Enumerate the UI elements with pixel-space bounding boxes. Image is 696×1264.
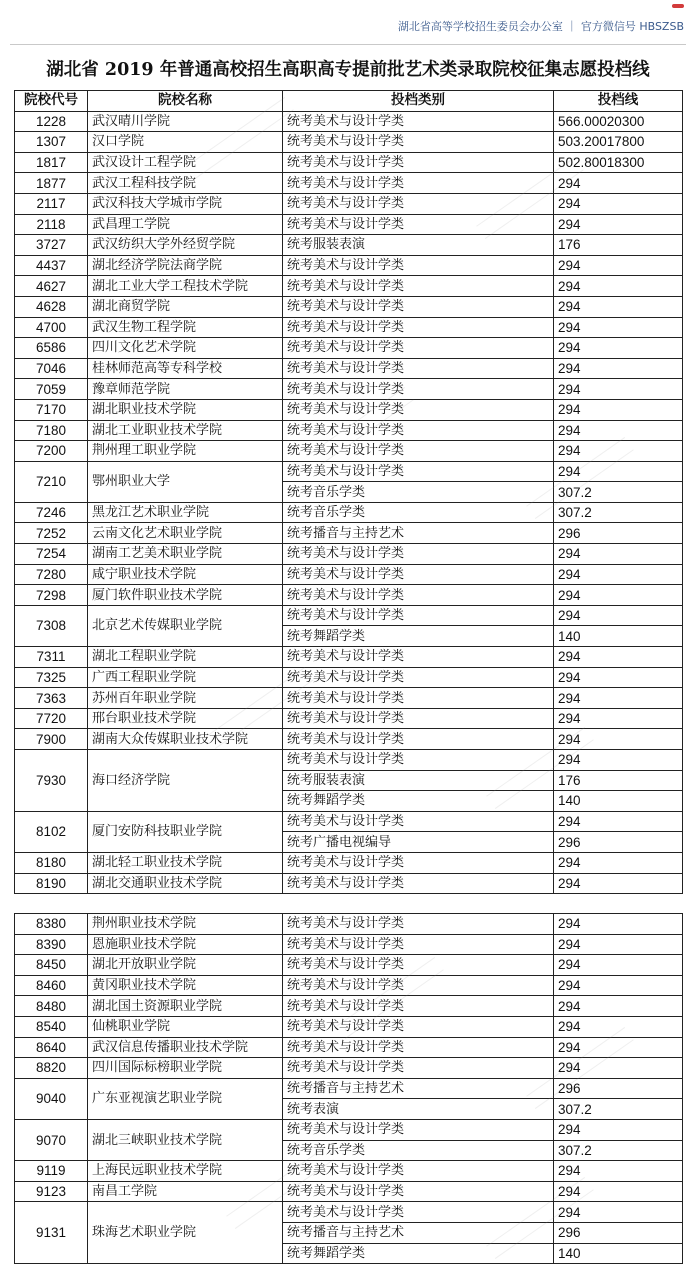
score-cell: 502.80018300 xyxy=(554,152,683,173)
admission-table-part-2 xyxy=(14,913,683,1264)
header-separator: ｜ xyxy=(566,20,578,33)
category-cell: 统考美术与设计学类 xyxy=(283,564,554,585)
school-name-cell: 武汉科技大学城市学院 xyxy=(88,193,283,214)
header-divider xyxy=(10,44,686,45)
table-row xyxy=(15,1119,683,1140)
category-cell: 统考播音与主持艺术 xyxy=(283,523,554,544)
score-cell: 296 xyxy=(554,832,683,853)
category-cell: 统考美术与设计学类 xyxy=(283,667,554,688)
category-cell: 统考美术与设计学类 xyxy=(283,132,554,153)
school-code-cell: 9123 xyxy=(15,1181,88,1202)
school-name-cell: 恩施职业技术学院 xyxy=(88,934,283,955)
school-code-cell: 4700 xyxy=(15,317,88,338)
school-code-cell: 8640 xyxy=(15,1037,88,1058)
category-cell: 统考美术与设计学类 xyxy=(283,358,554,379)
category-cell: 统考美术与设计学类 xyxy=(283,544,554,565)
score-cell: 294 xyxy=(554,544,683,565)
score-cell: 294 xyxy=(554,975,683,996)
school-code-cell: 6586 xyxy=(15,338,88,359)
school-name-cell: 湖北工业职业技术学院 xyxy=(88,420,283,441)
school-name-cell: 北京艺术传媒职业学院 xyxy=(88,605,283,646)
score-cell: 294 xyxy=(554,585,683,606)
school-name-cell: 武汉纺织大学外经贸学院 xyxy=(88,235,283,256)
table-row xyxy=(15,729,683,750)
score-cell: 176 xyxy=(554,235,683,256)
school-code-cell: 7059 xyxy=(15,379,88,400)
school-name-cell: 厦门软件职业技术学院 xyxy=(88,585,283,606)
school-code-cell: 9119 xyxy=(15,1161,88,1182)
table-row xyxy=(15,1078,683,1099)
school-name-cell: 武昌理工学院 xyxy=(88,214,283,235)
school-name-cell: 厦门安防科技职业学院 xyxy=(88,811,283,852)
school-name-cell: 湖北三峡职业技术学院 xyxy=(88,1119,283,1160)
column-header-name: 院校名称 xyxy=(88,91,283,112)
category-cell: 统考美术与设计学类 xyxy=(283,1161,554,1182)
school-name-cell: 武汉设计工程学院 xyxy=(88,152,283,173)
category-cell: 统考美术与设计学类 xyxy=(283,750,554,771)
school-code-cell: 3727 xyxy=(15,235,88,256)
school-name-cell: 荆州职业技术学院 xyxy=(88,914,283,935)
category-cell: 统考美术与设计学类 xyxy=(283,996,554,1017)
page-title: 湖北省 2019 年普通高校招生高职高专提前批艺术类录取院校征集志愿投档线 xyxy=(46,60,650,80)
score-cell: 294 xyxy=(554,996,683,1017)
school-code-cell: 7252 xyxy=(15,523,88,544)
admission-table-part-1 xyxy=(14,90,683,894)
school-code-cell: 1307 xyxy=(15,132,88,153)
table-row xyxy=(15,688,683,709)
table-body xyxy=(15,914,683,1264)
column-header-score: 投档线 xyxy=(554,91,683,112)
school-code-cell: 8102 xyxy=(15,811,88,852)
score-cell: 294 xyxy=(554,214,683,235)
school-code-cell: 7363 xyxy=(15,688,88,709)
category-cell: 统考美术与设计学类 xyxy=(283,1119,554,1140)
score-cell: 294 xyxy=(554,873,683,894)
school-code-cell: 9040 xyxy=(15,1078,88,1119)
school-name-cell: 武汉晴川学院 xyxy=(88,111,283,132)
score-cell: 294 xyxy=(554,441,683,462)
category-cell: 统考美术与设计学类 xyxy=(283,461,554,482)
table-row xyxy=(15,1037,683,1058)
school-code-cell: 7246 xyxy=(15,502,88,523)
table-row xyxy=(15,338,683,359)
category-cell: 统考舞蹈学类 xyxy=(283,626,554,647)
score-cell: 307.2 xyxy=(554,1099,683,1120)
school-name-cell: 黄冈职业技术学院 xyxy=(88,975,283,996)
score-cell: 294 xyxy=(554,296,683,317)
score-cell: 294 xyxy=(554,955,683,976)
school-name-cell: 广西工程职业学院 xyxy=(88,667,283,688)
table-row xyxy=(15,708,683,729)
table-row xyxy=(15,461,683,482)
score-cell: 140 xyxy=(554,791,683,812)
school-code-cell: 7046 xyxy=(15,358,88,379)
school-name-cell: 四川文化艺术学院 xyxy=(88,338,283,359)
category-cell: 统考美术与设计学类 xyxy=(283,399,554,420)
category-cell: 统考美术与设计学类 xyxy=(283,708,554,729)
table-row xyxy=(15,441,683,462)
school-name-cell: 珠海艺术职业学院 xyxy=(88,1202,283,1264)
header-office-text xyxy=(398,18,684,34)
school-name-cell: 黑龙江艺术职业学院 xyxy=(88,502,283,523)
table-row xyxy=(15,132,683,153)
school-code-cell: 8390 xyxy=(15,934,88,955)
school-name-cell: 湖北工程职业学院 xyxy=(88,647,283,668)
score-cell: 294 xyxy=(554,605,683,626)
category-cell: 统考美术与设计学类 xyxy=(283,729,554,750)
category-cell: 统考美术与设计学类 xyxy=(283,975,554,996)
score-cell: 294 xyxy=(554,358,683,379)
table-row xyxy=(15,399,683,420)
table-row xyxy=(15,214,683,235)
score-cell: 294 xyxy=(554,1037,683,1058)
school-code-cell: 7254 xyxy=(15,544,88,565)
category-cell: 统考美术与设计学类 xyxy=(283,276,554,297)
category-cell: 统考美术与设计学类 xyxy=(283,152,554,173)
school-name-cell: 仙桃职业学院 xyxy=(88,1016,283,1037)
school-code-cell: 7930 xyxy=(15,750,88,812)
category-cell: 统考美术与设计学类 xyxy=(283,193,554,214)
score-cell: 294 xyxy=(554,750,683,771)
table-row xyxy=(15,235,683,256)
school-name-cell: 广东亚视演艺职业学院 xyxy=(88,1078,283,1119)
table-row xyxy=(15,276,683,297)
table-row xyxy=(15,934,683,955)
category-cell: 统考美术与设计学类 xyxy=(283,914,554,935)
school-code-cell: 7325 xyxy=(15,667,88,688)
school-code-cell: 7200 xyxy=(15,441,88,462)
category-cell: 统考舞蹈学类 xyxy=(283,1243,554,1264)
school-name-cell: 武汉信息传播职业技术学院 xyxy=(88,1037,283,1058)
table-row xyxy=(15,420,683,441)
category-cell: 统考美术与设计学类 xyxy=(283,111,554,132)
category-cell: 统考美术与设计学类 xyxy=(283,852,554,873)
score-cell: 294 xyxy=(554,379,683,400)
score-cell: 140 xyxy=(554,626,683,647)
column-header-code: 院校代号 xyxy=(15,91,88,112)
table-row xyxy=(15,523,683,544)
score-cell: 294 xyxy=(554,688,683,709)
school-code-cell: 8450 xyxy=(15,955,88,976)
table-row xyxy=(15,667,683,688)
school-name-cell: 湖北职业技术学院 xyxy=(88,399,283,420)
category-cell: 统考美术与设计学类 xyxy=(283,605,554,626)
table-row xyxy=(15,1161,683,1182)
table-row xyxy=(15,152,683,173)
category-cell: 统考播音与主持艺术 xyxy=(283,1078,554,1099)
category-cell: 统考音乐学类 xyxy=(283,502,554,523)
table-row xyxy=(15,1202,683,1223)
school-name-cell: 武汉生物工程学院 xyxy=(88,317,283,338)
category-cell: 统考美术与设计学类 xyxy=(283,585,554,606)
school-name-cell: 汉口学院 xyxy=(88,132,283,153)
school-name-cell: 邢台职业技术学院 xyxy=(88,708,283,729)
table-row xyxy=(15,564,683,585)
school-code-cell: 7298 xyxy=(15,585,88,606)
category-cell: 统考美术与设计学类 xyxy=(283,1016,554,1037)
score-cell: 294 xyxy=(554,193,683,214)
table-row xyxy=(15,975,683,996)
category-cell: 统考美术与设计学类 xyxy=(283,317,554,338)
score-cell: 294 xyxy=(554,811,683,832)
table-row xyxy=(15,317,683,338)
table-row xyxy=(15,750,683,771)
category-cell: 统考美术与设计学类 xyxy=(283,338,554,359)
score-cell: 294 xyxy=(554,914,683,935)
table-row xyxy=(15,852,683,873)
school-name-cell: 四川国际标榜职业学院 xyxy=(88,1058,283,1079)
category-cell: 统考音乐学类 xyxy=(283,1140,554,1161)
score-cell: 294 xyxy=(554,647,683,668)
category-cell: 统考美术与设计学类 xyxy=(283,173,554,194)
school-name-cell: 鄂州职业大学 xyxy=(88,461,283,502)
school-name-cell: 南昌工学院 xyxy=(88,1181,283,1202)
school-code-cell: 7180 xyxy=(15,420,88,441)
school-code-cell: 7720 xyxy=(15,708,88,729)
score-cell: 294 xyxy=(554,317,683,338)
school-name-cell: 海口经济学院 xyxy=(88,750,283,812)
score-cell: 294 xyxy=(554,667,683,688)
score-cell: 296 xyxy=(554,523,683,544)
category-cell: 统考音乐学类 xyxy=(283,482,554,503)
category-cell: 统考播音与主持艺术 xyxy=(283,1222,554,1243)
school-name-cell: 武汉工程科技学院 xyxy=(88,173,283,194)
school-name-cell: 咸宁职业技术学院 xyxy=(88,564,283,585)
table-row xyxy=(15,647,683,668)
score-cell: 294 xyxy=(554,276,683,297)
table-row xyxy=(15,379,683,400)
category-cell: 统考美术与设计学类 xyxy=(283,873,554,894)
table-row xyxy=(15,173,683,194)
table-row xyxy=(15,358,683,379)
page-header xyxy=(0,0,696,50)
school-name-cell: 云南文化艺术职业学院 xyxy=(88,523,283,544)
school-code-cell: 1817 xyxy=(15,152,88,173)
table-row xyxy=(15,502,683,523)
school-code-cell: 8540 xyxy=(15,1016,88,1037)
category-cell: 统考美术与设计学类 xyxy=(283,379,554,400)
score-cell: 296 xyxy=(554,1222,683,1243)
score-cell: 294 xyxy=(554,338,683,359)
table-row xyxy=(15,1181,683,1202)
school-code-cell: 4627 xyxy=(15,276,88,297)
category-cell: 统考服装表演 xyxy=(283,770,554,791)
score-cell: 294 xyxy=(554,564,683,585)
school-name-cell: 湖北交通职业技术学院 xyxy=(88,873,283,894)
header-wechat: 官方微信号 HBSZSB xyxy=(580,20,684,33)
category-cell: 统考美术与设计学类 xyxy=(283,688,554,709)
table-row xyxy=(15,1058,683,1079)
school-name-cell: 湖北工业大学工程技术学院 xyxy=(88,276,283,297)
table-row xyxy=(15,914,683,935)
score-cell: 294 xyxy=(554,852,683,873)
table-row xyxy=(15,296,683,317)
category-cell: 统考美术与设计学类 xyxy=(283,955,554,976)
school-code-cell: 2117 xyxy=(15,193,88,214)
school-name-cell: 桂林师范高等专科学校 xyxy=(88,358,283,379)
table-row xyxy=(15,811,683,832)
school-code-cell: 8460 xyxy=(15,975,88,996)
category-cell: 统考美术与设计学类 xyxy=(283,1202,554,1223)
table-body xyxy=(15,111,683,894)
score-cell: 307.2 xyxy=(554,502,683,523)
school-name-cell: 湖北开放职业学院 xyxy=(88,955,283,976)
score-cell: 294 xyxy=(554,1016,683,1037)
table-row xyxy=(15,955,683,976)
score-cell: 503.20017800 xyxy=(554,132,683,153)
school-code-cell: 7308 xyxy=(15,605,88,646)
category-cell: 统考美术与设计学类 xyxy=(283,296,554,317)
school-code-cell: 2118 xyxy=(15,214,88,235)
school-name-cell: 湖北商贸学院 xyxy=(88,296,283,317)
score-cell: 294 xyxy=(554,1202,683,1223)
school-code-cell: 8480 xyxy=(15,996,88,1017)
score-cell: 296 xyxy=(554,1078,683,1099)
table-row xyxy=(15,873,683,894)
score-cell: 294 xyxy=(554,1181,683,1202)
school-name-cell: 湖北轻工职业技术学院 xyxy=(88,852,283,873)
school-code-cell: 1877 xyxy=(15,173,88,194)
category-cell: 统考美术与设计学类 xyxy=(283,420,554,441)
category-cell: 统考美术与设计学类 xyxy=(283,1181,554,1202)
school-code-cell: 8190 xyxy=(15,873,88,894)
table-row xyxy=(15,1016,683,1037)
category-cell: 统考美术与设计学类 xyxy=(283,255,554,276)
brand-mark xyxy=(672,4,684,8)
school-name-cell: 豫章师范学院 xyxy=(88,379,283,400)
school-name-cell: 湖南大众传媒职业技术学院 xyxy=(88,729,283,750)
score-cell: 294 xyxy=(554,729,683,750)
score-cell: 176 xyxy=(554,770,683,791)
school-code-cell: 4437 xyxy=(15,255,88,276)
school-code-cell: 7170 xyxy=(15,399,88,420)
school-code-cell: 7900 xyxy=(15,729,88,750)
category-cell: 统考美术与设计学类 xyxy=(283,1037,554,1058)
school-code-cell: 1228 xyxy=(15,111,88,132)
score-cell: 566.00020300 xyxy=(554,111,683,132)
school-code-cell: 7210 xyxy=(15,461,88,502)
school-code-cell: 7280 xyxy=(15,564,88,585)
score-cell: 294 xyxy=(554,420,683,441)
table-row xyxy=(15,544,683,565)
table-header-row xyxy=(15,91,683,112)
category-cell: 统考舞蹈学类 xyxy=(283,791,554,812)
column-header-category: 投档类别 xyxy=(283,91,554,112)
table-row xyxy=(15,255,683,276)
school-name-cell: 上海民远职业技术学院 xyxy=(88,1161,283,1182)
score-cell: 294 xyxy=(554,708,683,729)
score-cell: 307.2 xyxy=(554,482,683,503)
category-cell: 统考美术与设计学类 xyxy=(283,647,554,668)
school-code-cell: 9070 xyxy=(15,1119,88,1160)
category-cell: 统考美术与设计学类 xyxy=(283,811,554,832)
score-cell: 294 xyxy=(554,934,683,955)
score-cell: 294 xyxy=(554,255,683,276)
category-cell: 统考美术与设计学类 xyxy=(283,1058,554,1079)
score-cell: 140 xyxy=(554,1243,683,1264)
school-name-cell: 湖北经济学院法商学院 xyxy=(88,255,283,276)
score-cell: 294 xyxy=(554,1058,683,1079)
score-cell: 294 xyxy=(554,399,683,420)
score-cell: 294 xyxy=(554,1119,683,1140)
category-cell: 统考广播电视编导 xyxy=(283,832,554,853)
school-code-cell: 4628 xyxy=(15,296,88,317)
category-cell: 统考表演 xyxy=(283,1099,554,1120)
category-cell: 统考美术与设计学类 xyxy=(283,934,554,955)
category-cell: 统考美术与设计学类 xyxy=(283,214,554,235)
score-cell: 294 xyxy=(554,1161,683,1182)
score-cell: 294 xyxy=(554,173,683,194)
school-code-cell: 7311 xyxy=(15,647,88,668)
school-code-cell: 8380 xyxy=(15,914,88,935)
school-code-cell: 8820 xyxy=(15,1058,88,1079)
score-cell: 307.2 xyxy=(554,1140,683,1161)
table-row xyxy=(15,193,683,214)
score-cell: 294 xyxy=(554,461,683,482)
table-row xyxy=(15,111,683,132)
school-name-cell: 湖北国土资源职业学院 xyxy=(88,996,283,1017)
table-row xyxy=(15,585,683,606)
school-name-cell: 苏州百年职业学院 xyxy=(88,688,283,709)
header-office: 湖北省高等学校招生委员会办公室 xyxy=(397,20,563,33)
category-cell: 统考服装表演 xyxy=(283,235,554,256)
table-row xyxy=(15,605,683,626)
table-row xyxy=(15,996,683,1017)
school-name-cell: 荆州理工职业学院 xyxy=(88,441,283,462)
category-cell: 统考美术与设计学类 xyxy=(283,441,554,462)
school-code-cell: 9131 xyxy=(15,1202,88,1264)
school-name-cell: 湖南工艺美术职业学院 xyxy=(88,544,283,565)
school-code-cell: 8180 xyxy=(15,852,88,873)
